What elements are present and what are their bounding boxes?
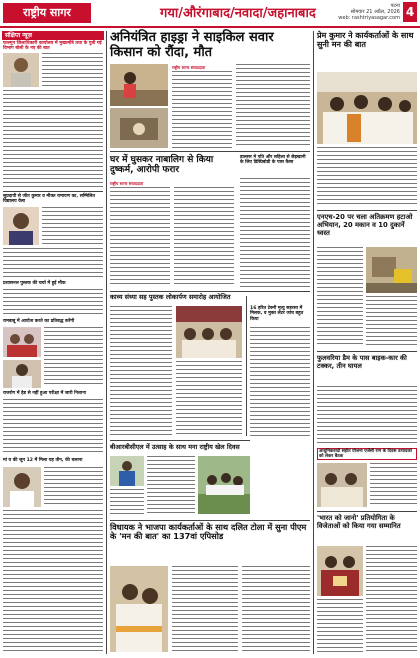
house-text-1 (110, 187, 170, 287)
nh-text-1 (317, 247, 363, 347)
center-rule-4 (110, 440, 250, 441)
sports-photo-1 (110, 456, 144, 486)
center-rule-5 (110, 520, 310, 521)
lit-photo (176, 306, 242, 358)
lead-byline: राष्ट्रीय सागर संवाददाता (172, 65, 206, 70)
sports-text-1 (147, 456, 195, 516)
lead-text-1 (172, 71, 232, 148)
lit-text-2 (176, 361, 242, 436)
strip-text (370, 463, 417, 507)
right-text-1 (317, 147, 417, 207)
left-text-4 (3, 248, 103, 278)
bottom-photo (110, 566, 168, 652)
lead-photo-2 (110, 108, 168, 148)
left-text-2 (3, 90, 103, 188)
right-top-headline: प्रेम कुमार ने कार्यकर्ताओं के साथ सुनी मन की बात (317, 31, 414, 50)
left-mid-headline: सुप्रदायी से जीत कुमार व मौक्त रामायण का, सम्मिलित विद्यालय वेला (3, 194, 96, 205)
left-text-5 (3, 289, 103, 317)
left-photo-4 (3, 360, 41, 388)
left-photo-2 (3, 207, 39, 245)
sports-text-2 (110, 489, 144, 514)
lead-photo-1 (110, 64, 168, 106)
lead-text-2 (236, 64, 310, 148)
flyover-headline: फुलवरिया डैम के पास बाइक-कार की टक्कर, तीन घायल (317, 354, 407, 370)
masthead (0, 0, 420, 28)
lit-headline: काव्य संध्या सह पुस्तक लोकार्पण समारोह आयोजित (110, 293, 231, 301)
column-divider-left (106, 31, 107, 654)
lit-text-1 (110, 306, 172, 436)
nh-text-2 (366, 296, 417, 347)
column-label: संक्षिप्त न्यूज़ (2, 31, 104, 40)
right-rule-1 (317, 210, 417, 211)
center-rule-1 (110, 151, 310, 152)
column-divider-right (313, 31, 314, 654)
left-photo-3 (3, 327, 41, 357)
left-sub-headline-2: रामबाबू में आयोज करते का प्रतिबद्ध करेंगी (3, 319, 75, 324)
paper-logo: राष्ट्रीय सागर (3, 3, 91, 23)
bottom-headline: विधायक ने भाजपा कार्यकर्ताओं के साथ दलित टोला में सुना पीएम के 'मन की बात' का 137वां एपिसोड (110, 522, 307, 542)
left-photo-5 (3, 467, 41, 507)
left-text-6 (44, 327, 103, 387)
left-sub-headline-3: राजरोग में हेड से नहीं हुआ परीक्षा में जारी निशाना (3, 391, 86, 396)
flyover-text (317, 386, 417, 444)
sidebar-headline: 16 हरित टेक्नी मृत्यु सहरसा में मिलक, व मुक्त लेटर जांच बहुत किया (250, 306, 304, 322)
award-text-1 (366, 546, 417, 652)
page-number: 4 (403, 2, 417, 22)
house-byline: राष्ट्रीय सागर संवाददाता (110, 181, 144, 186)
left-rule-1 (3, 191, 103, 192)
left-text-7 (3, 399, 103, 455)
masthead-date: सोमवार 21 अप्रैल, 2026 (350, 9, 400, 15)
left-text-9 (3, 510, 103, 654)
nh-headline: एनएच-20 पर चला अतिक्रमण हटाओ अभियान, 20 मकान व 10 दुकानें ध्वस्त (317, 213, 413, 237)
nh-photo (366, 247, 417, 293)
left-sub-headline-1: प्रशासनल पुस्तक की चर्चा में हुई मौक (3, 281, 66, 286)
masthead-website: web: rashtriyasagar.com (338, 15, 400, 21)
left-sub-headline-4: मां व की जून 12 में मिला यह तीन, की चलाना (3, 458, 83, 463)
masthead-meta (318, 3, 400, 21)
left-text-1 (42, 53, 103, 87)
right-rule-3 (317, 511, 417, 512)
strip-headline: आधुनिकवादी सहीत योजना एजेंसी राम के दिवस उत्पादकों को लेकर बैठक (319, 449, 412, 460)
left-text-3 (42, 207, 103, 245)
sports-headline: बीआरबीसीएल में उत्साह के साथ मना राष्ट्रीय खेल दिवस (110, 443, 240, 451)
house-text-2 (174, 187, 234, 287)
note-text (240, 178, 310, 287)
sports-photo-2 (198, 456, 250, 514)
award-photo (317, 546, 363, 596)
strip-photo (317, 463, 367, 507)
sidebar-text (250, 327, 310, 436)
award-headline: 'भारत को जानो' प्रतियोगिता के विजेताओं को किया गया सम्मानित (317, 514, 401, 530)
award-text-2 (317, 599, 363, 652)
masthead-city: पटना (390, 3, 400, 9)
house-headline: घर में घुसकर नाबालिग से किया दुष्कर्म, आरोपी फरार (110, 155, 214, 176)
center-rule-3 (246, 296, 247, 436)
left-top-headline: फाल्गुन जिलाधिकारी कार्यालय में मुख्यमंत्रि तथा के पुत्री गई विभाग बोली के नए की बात (3, 41, 102, 52)
right-photo-1 (317, 72, 417, 144)
lead-headline: अनियंत्रित हाइड्रा ने साइकिल सवार किसान को रौंदा, मौत (110, 30, 274, 60)
left-text-8 (44, 467, 103, 507)
right-rule-2 (317, 351, 417, 352)
bottom-text-1 (172, 566, 238, 652)
left-photo-1 (3, 53, 39, 87)
center-rule-2 (110, 291, 310, 292)
bottom-text-2 (242, 566, 310, 652)
edition-title: गया/औरंगाबाद/नवादा/जहानाबाद (160, 6, 316, 21)
note-headline: डालसर मे पति और सहिला से छेड़खानी के लिए डिस्प्रिबोडी के पास कैसा (240, 155, 306, 166)
